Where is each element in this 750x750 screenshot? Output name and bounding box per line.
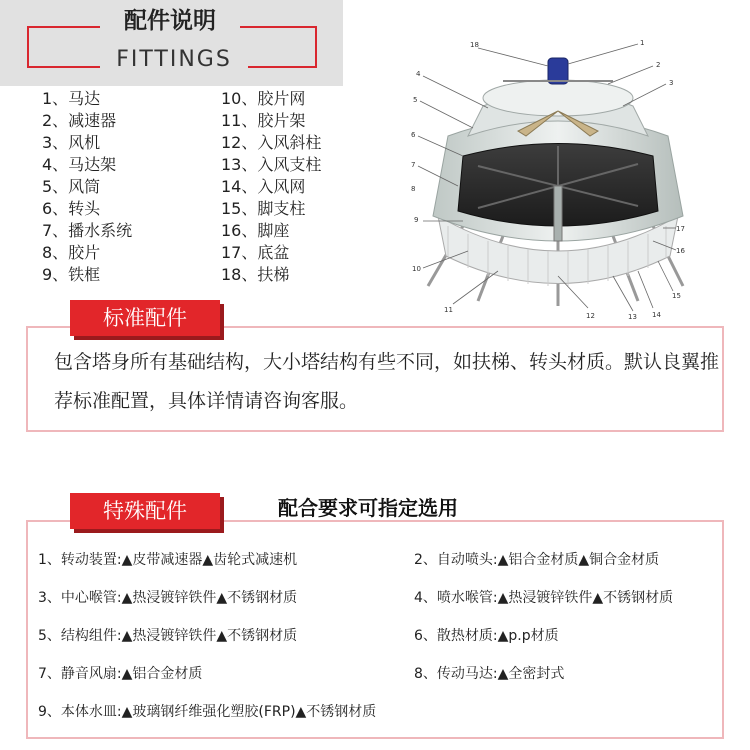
- standard-banner: 标准配件: [70, 300, 220, 336]
- special-item-6: 6、散热材质:▲p.p材质: [414, 628, 559, 644]
- callout-15: 15: [672, 292, 681, 300]
- callout-17: 17: [676, 225, 685, 233]
- list-item: 1、马达: [42, 89, 101, 108]
- callout-10: 10: [412, 265, 421, 273]
- callout-3: 3: [669, 79, 674, 87]
- standard-text: 包含塔身所有基础结构，大小塔结构有些不同，如扶梯、转头材质。默认良翼推荐标准配置，具体详情请咨询客服。: [54, 351, 720, 412]
- list-item: 18、扶梯: [221, 265, 290, 284]
- special-item-4: 4、喷水喉管:▲热浸镀锌铁件▲不锈钢材质: [414, 590, 674, 606]
- special-item-7: 7、静音风扇:▲铝合金材质: [38, 666, 203, 682]
- callout-6: 6: [411, 131, 416, 139]
- list-item: 14、入风网: [221, 177, 306, 196]
- cooling-tower-diagram: [408, 36, 708, 321]
- callout-8: 8: [411, 185, 416, 193]
- header-title-cn: 配件说明: [100, 4, 240, 38]
- list-item: 6、转头: [42, 199, 101, 218]
- callout-16: 16: [676, 247, 685, 255]
- list-item: 7、播水系统: [42, 221, 133, 240]
- list-item: 17、底盆: [221, 243, 290, 262]
- list-item: 4、马达架: [42, 155, 117, 174]
- list-item: 15、脚支柱: [221, 199, 306, 218]
- callout-5: 5: [413, 96, 418, 104]
- callout-1: 1: [640, 39, 645, 47]
- callout-11: 11: [444, 306, 453, 314]
- list-item: 12、入风斜柱: [221, 133, 322, 152]
- list-item: 8、胶片: [42, 243, 101, 262]
- callout-13: 13: [628, 313, 637, 321]
- special-subtitle: 配合要求可指定选用: [278, 496, 458, 520]
- header-banner: [0, 0, 343, 86]
- special-item-3: 3、中心喉管:▲热浸镀锌铁件▲不锈钢材质: [38, 590, 298, 606]
- list-item: 3、风机: [42, 133, 101, 152]
- list-item: 10、胶片网: [221, 89, 306, 108]
- list-item: 5、风筒: [42, 177, 101, 196]
- fittings-list-left: [42, 88, 132, 286]
- callout-7: 7: [411, 161, 416, 169]
- list-item: 11、胶片架: [221, 111, 306, 130]
- fittings-list-right: [221, 88, 321, 286]
- special-item-1: 1、转动装置:▲皮带减速器▲齿轮式减速机: [38, 552, 298, 568]
- callout-2: 2: [656, 61, 661, 69]
- list-item: 9、铁框: [42, 265, 101, 284]
- callout-4: 4: [416, 70, 421, 78]
- callout-14: 14: [652, 311, 661, 319]
- list-item: 13、入风支柱: [221, 155, 322, 174]
- special-item-9: 9、本体水皿:▲玻璃钢纤维强化塑胶(FRP)▲不锈钢材质: [38, 704, 377, 720]
- list-item: 2、减速器: [42, 111, 117, 130]
- callout-12: 12: [586, 312, 595, 320]
- special-item-2: 2、自动喷头:▲铝合金材质▲铜合金材质: [414, 552, 660, 568]
- callout-18: 18: [470, 41, 479, 49]
- special-banner: 特殊配件: [70, 493, 220, 529]
- special-item-8: 8、传动马达:▲全密封式: [414, 666, 565, 682]
- header-title-en: FITTINGS: [100, 46, 248, 74]
- special-item-5: 5、结构组件:▲热浸镀锌铁件▲不锈钢材质: [38, 628, 298, 644]
- list-item: 16、脚座: [221, 221, 290, 240]
- callout-9: 9: [414, 216, 419, 224]
